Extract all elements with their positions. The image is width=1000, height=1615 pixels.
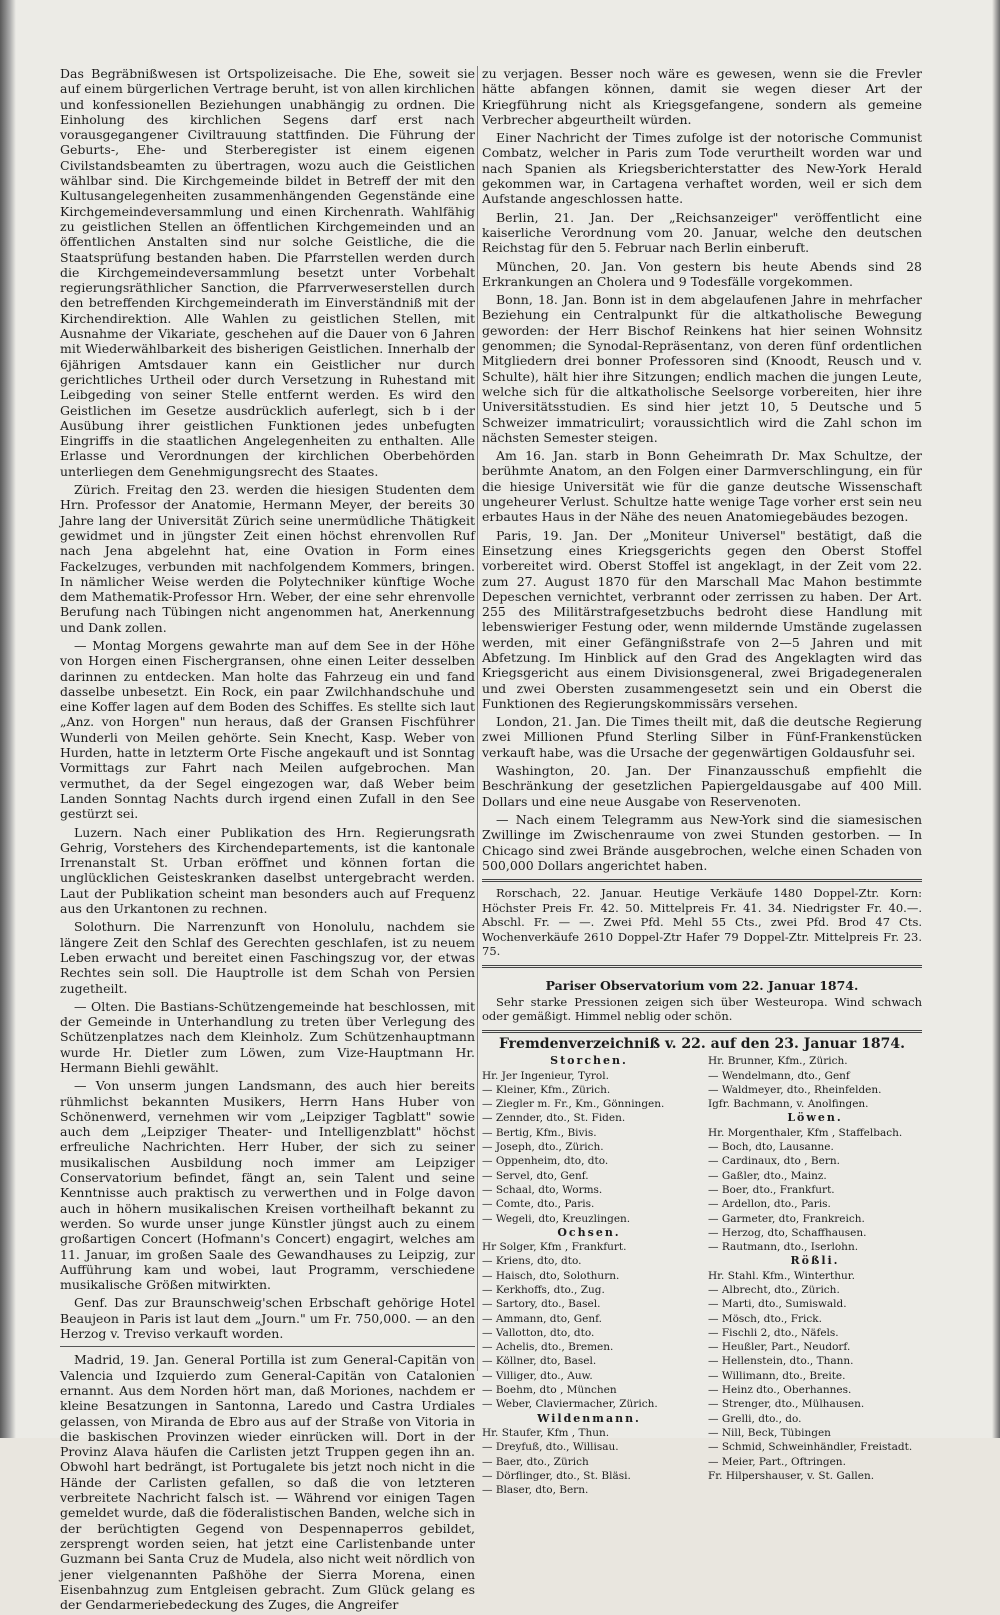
article-washington: Washington, 20. Jan. Der Finanzausschuß empfiehlt die Beschränkung der gesetzlichen Papiergeldausgabe auf 400 Mill. Dollars und eine neue Ausgabe von Reservenoten. (482, 763, 922, 809)
article-madrid: Madrid, 19. Jan. General Portilla ist zum General-Capitän von Valencia und Izquierdo zum General-Capitän von Catalonien ernannt. Aus dem Norden hört man, daß Moriones, nachdem er kleine Besatzungen in Santonna, Laredo und Castra Urdiales gelassen, von Miranda de Ebro aus auf der Straße von Vitoria in die baskischen Provinzen wieder einrücken will. Dort in der Provinz Alava häufen die Carlisten jetzt Truppen gegen ihn an. Obwohl hart bedrängt, ist Portugalete bis jetzt noch nicht in die Hände der Carlisten gefallen, so daß die von letzteren verbreitete Nachricht falsch ist. — Während vor einigen Tagen gemeldet wurde, daß die föderalistischen Banden, welche sich in der berüchtigten Gegend von Despennaperros gebildet, zersprengt worden seien, hat jetzt eine Carlistenbande unter Guzmann bei Santa Cruz de Mudela, also nicht weit nördlich von jener vielgenannten Paßhöhe der Sierra Morena, einen Eisenbahnzug zum Entgleisen gebracht. Zum Glück gelang es der Gendarmeriebedeckung des Zuges, die Angreifer (60, 1352, 475, 1613)
hotel-heading: Ochsen. (557, 1225, 621, 1239)
article-luzern: Luzern. Nach einer Publikation des Hrn. Regierungsrath Gehrig, Vorstehers des Kirchendepartements, ist die kantonale Irrenanstalt St. Urban eröffnet und können fortan die unglücklichen Geisteskranken daselbst untergebracht werden. Laut der Publikation scheint man besonders auch auf Frequenz aus den Urkantonen zu rechnen. (60, 824, 475, 917)
guest-entry: — Grelli, dto., do. (708, 1412, 802, 1425)
guest-entry: — Vallotton, dto, dto. (482, 1326, 595, 1339)
guest-entry: — Boer, dto., Frankfurt. (708, 1183, 835, 1196)
guest-entry: — Cardinaux, dto , Bern. (708, 1155, 840, 1168)
market-report: Rorschach, 22. Januar. Heutige Verkäufe 1480 Doppel-Ztr. Korn: Höchster Preis Fr. 42. 50. Mittelpreis Fr. 41. 34. Niedrigster Fr. 40.—. Abschl. Fr. — —. Zwei Pfd. Mehl 55 Cts., zwei Pfd. Brod 47 Cts. Wochenverkäufe 2610 Doppel-Ztr Hafer 79 Doppel-Ztr. Mittelpreis Fr. 23. 75. (482, 886, 922, 959)
page-edge-shadow-right (992, 0, 1000, 1438)
guest-entry: — Schmid, Schweinhändler, Freistadt. (708, 1441, 913, 1454)
guest-entry: Igfr. Bachmann, v. Anolfingen. (708, 1098, 869, 1111)
guest-register (482, 1054, 922, 1497)
guest-entry: — Marti, dto., Sumiswald. (708, 1298, 847, 1311)
guest-entry: — Ardellon, dto., Paris. (708, 1198, 831, 1211)
article-bonn: Bonn, 18. Jan. Bonn ist in dem abgelaufenen Jahre in mehrfacher Beziehung ein Centralpunkt für die altkatholische Bewegung geworden: der Herr Bischof Reinkens hat hier seinen Wohnsitz genommen; die Synodal-Repräsentanz, von deren fünf ordentlichen Mitgliedern drei bonner Professoren sind (Knoodt, Reusch und v. Schulte), hält hier ihre Sitzungen; endlich machen die jungen Leute, welche sich für die altkatholische Seelsorge vorbereiten, hier ihre Universitätsstudien. Es sind hier jetzt 10, 5 Deutsche und 5 Schweizer immatriculirt; voraussichtlich wird die Zahl schon im nächsten Semester steigen. (482, 292, 922, 445)
guest-entry: Hr. Morgenthaler, Kfm , Staffelbach. (708, 1126, 903, 1139)
guest-entry: Fr. Hilpershauser, v. St. Gallen. (708, 1469, 875, 1482)
article-paris: Paris, 19. Jan. Der „Moniteur Universel" bestätigt, daß die Einsetzung eines Kriegsgerichts gegen den Oberst Stoffel vorbereitet wird. Oberst Stoffel ist angeklagt, in der Zeit vom 22. zum 27. August 1870 für den Marschall Mac Mahon bestimmte Depeschen vernichtet, verbrannt oder zerrissen zu haben. Der Art. 255 des Militärstrafgesetzbuchs bedroht diese Handlung mit lebenswieriger Festung oder, wenn mildernde Umstände zugelassen werden, mit einer Gefängnißstrafe von 2—5 Jahren und mit Abfetzung. Im Hinblick auf den Grad des Angeklagten wird das Kriegsgericht aus einem Divisionsgeneral, zwei Brigadegeneralen und zwei Obersten zusammengesetzt sein und ein Oberst die Funktionen des Regierungskommissärs versehen. (482, 527, 922, 711)
article-zurich: Zürich. Freitag den 23. werden die hiesigen Studenten dem Hrn. Professor der Anatomie, Hermann Meyer, der bereits 30 Jahre lang der Universität Zürich seine unermüdliche Thätigkeit gewidmet und in jüngster Zeit einen höchst ehrenvollen Ruf nach Jena abgelehnt hat, eine Ovation in Form eines Fackelzuges, verbunden mit nachfolgendem Kommers, bringen. In nämlicher Weise werden die Polytechniker künftige Woche dem Mathematik-Professor Hrn. Weber, der eine sehr ehrenvolle Berufung nach Tübingen nicht angenommen hat, Anerkennung und Dank zollen. (60, 482, 475, 635)
guest-entry: — Zennder, dto., St. Fiden. (482, 1112, 626, 1125)
article-solothurn: Solothurn. Die Narrenzunft von Honolulu, nachdem sie längere Zeit den Schlaf des Gerechten geschlafen, ist zu neuem Leben erwacht und bereitet einen Faschingszug vor, der etwas Rechtes sein soll. Die Hauptrolle ist dem Schah von Persien zugetheilt. (60, 919, 475, 996)
guest-entry: — Albrecht, dto., Zürich. (708, 1283, 840, 1296)
article-times-communist: Einer Nachricht der Times zufolge ist der notorische Communist Combatz, welcher in Paris zum Tode verurtheilt worden war und nach Spanien als Kriegsberichterstatter des New-York Herald gekommen war, in Cartagena verhaftet worden, weil er sich dem Aufstande angeschlossen hatte. (482, 130, 922, 207)
article-berlin: Berlin, 21. Jan. Der „Reichsanzeiger" veröffentlicht eine kaiserliche Verordnung vom 20. Januar, welche den deutschen Reichstag für den 5. Februar nach Berlin einberuft. (482, 209, 922, 256)
hotel-heading: Wildenmann. (537, 1411, 641, 1425)
guest-entry: — Heußler, Part., Neudorf. (708, 1341, 851, 1354)
guest-entry: — Garmeter, dto, Frankreich. (708, 1212, 865, 1225)
section-divider (60, 1346, 475, 1347)
guest-entry: Hr. Stahl. Kfm., Winterthur. (708, 1269, 855, 1282)
market-divider (482, 879, 922, 882)
guest-entry: — Bertig, Kfm., Bivis. (482, 1126, 597, 1139)
left-column (60, 66, 475, 1615)
guest-entry: — Wegeli, dto, Kreuzlingen. (482, 1212, 631, 1225)
observatory-report: Sehr starke Pressionen zeigen sich über Westeuropa. Wind schwach oder gemäßigt. Himmel neblig oder schön. (482, 994, 922, 1024)
guest-entry: — Wendelmann, dto., Genf (708, 1069, 850, 1082)
guest-entry: — Kerkhoffs, dto., Zug. (482, 1283, 605, 1296)
guest-entry: — Joseph, dto., Zürich. (482, 1141, 604, 1154)
observatory-title: Pariser Observatorium vom 22. Januar 1874. (545, 977, 859, 993)
guest-entry: — Gaßler, dto., Mainz. (708, 1169, 827, 1182)
guest-entry: — Achelis, dto., Bremen. (482, 1341, 614, 1354)
guest-register-title: Fremdenverzeichniß v. 22. auf den 23. Januar 1874. (498, 1035, 905, 1052)
guest-entry: — Meier, Part., Oftringen. (708, 1455, 846, 1468)
article-munchen: München, 20. Jan. Von gestern bis heute Abends sind 28 Erkrankungen an Cholera und 9 Todesfälle vorgekommen. (482, 258, 922, 289)
guest-entry: — Heinz dto., Oberhannes. (708, 1384, 852, 1397)
guest-entry: — Ammann, dto, Genf. (482, 1312, 602, 1325)
guest-entry: — Dreyfuß, dto., Willisau. (482, 1441, 619, 1454)
guest-entry: Hr. Brunner, Kfm., Zürich. (708, 1055, 848, 1068)
guest-entry: — Schaal, dto, Worms. (482, 1183, 603, 1196)
register-divider (482, 1030, 922, 1033)
guest-entry: Hr. Staufer, Kfm , Thun. (482, 1426, 610, 1439)
guest-entry: Hr. Jer Ingenieur, Tyrol. (482, 1069, 609, 1082)
observatory-divider (482, 965, 922, 968)
guest-entry: — Herzog, dto, Schaffhausen. (708, 1226, 867, 1239)
guest-entry: — Rautmann, dto., Iserlohn. (708, 1241, 859, 1254)
guest-entry: — Willimann, dto., Breite. (708, 1369, 846, 1382)
guest-entry: — Hellenstein, dto., Thann. (708, 1355, 854, 1368)
guest-entry: — Kriens, dto, dto. (482, 1255, 582, 1268)
guest-entry: — Mösch, dto., Frick. (708, 1312, 822, 1325)
hotel-heading: Rößli. (790, 1254, 840, 1268)
guest-entry: — Weber, Claviermacher, Zürich. (482, 1398, 658, 1411)
guest-entry: — Köllner, dto, Basel. (482, 1355, 597, 1368)
article-madrid-continued: zu verjagen. Besser noch wäre es gewesen, wenn sie die Frevler hätte abfangen können, damit sie wegen dieser Art der Kriegführung nicht als Kriegsgefangene, sondern als gemeine Verbrecher abgeurtheilt würden. (482, 66, 922, 127)
article-hans-huber: — Von unserm jungen Landsmann, des auch hier bereits rühmlichst bekannten Musikers, Herrn Hans Huber von Schönenwerd, vernehmen wir vom „Leipziger Tagblatt" sowie auch dem „Leipziger Theater- und Intelligenzblatt" höchst erfreuliche Nachrichten. Herr Huber, der sich zu seiner musikalischen Ausbildung noch immer am Leipziger Conservatorium befindet, fängt an, sein Talent und seine Kenntnisse auch praktisch zu verwerthen und in Folge davon auch in höhern musikalischen Kreisen vortheilhaft bekannt zu werden. So wurde unser junge Künstler jüngst auch zu einem großartigen Concert (Hofmann's Concert) engagirt, welches am 11. Januar, im großen Saale des Gewandhauses zu Leipzig, zur Aufführung kam und wobei, laut Programm, verschiedene musikalische Größen mitwirkten. (60, 1078, 475, 1293)
guest-register-left (482, 1054, 696, 1497)
guest-entry: — Boehm, dto , München (482, 1384, 617, 1397)
article-genf: Genf. Das zur Braunschweig'schen Erbschaft gehörige Hotel Beaujeon in Paris ist laut dem „Journ." um Fr. 750,000. — an den Herzog v. Treviso verkauft worden. (60, 1295, 475, 1342)
guest-entry: — Blaser, dto, Bern. (482, 1484, 589, 1497)
article-london: London, 21. Jan. Die Times theilt mit, daß die deutsche Regierung zwei Millionen Pfund Sterling Silber in Fünf-Frankenstücken verkauft habe, was die Ursache der gegenwärtigen Goldausfuhr sei. (482, 714, 922, 760)
guest-entry: Hr Solger, Kfm , Frankfurt. (482, 1241, 627, 1254)
guest-entry: — Oppenheim, dto, dto. (482, 1155, 609, 1168)
article-horgen: — Montag Morgens gewahrte man auf dem See in der Höhe von Horgen einen Fischergransen, ohne einen Leiter desselben darinnen zu entdecken. Man holte das Fahrzeug ein und fand dasselbe unbesetzt. Ein Rock, ein paar Zwilchhandschuhe und eine Koffer lagen auf dem Boden des Schiffes. Es stellte sich laut „Anz. von Horgen" nun heraus, daß der Gransen Fischführer Wunderli von Meilen gehörte. Sein Knecht, Kasp. Weber von Hurden, hatte in letzterm Orte Fische angekauft und ist Sonntag Vormittags zur Fahrt nach Meilen aufgebrochen. Man vermuthet, da der Segel eingezogen war, daß Weber beim Landen Sonntag Nachts durch irgend einen Zufall in den See gestürzt sei. (60, 637, 475, 822)
right-column (482, 66, 922, 1497)
page-edge-shadow (0, 0, 16, 1438)
guest-entry: — Comte, dto., Paris. (482, 1198, 595, 1211)
guest-entry: — Ziegler m. Fr., Km., Gönningen. (482, 1098, 665, 1111)
guest-entry: — Sartory, dto., Basel. (482, 1298, 601, 1311)
article-new-york: — Nach einem Telegramm aus New-York sind die siamesischen Zwillinge im Zwischenraume von zwei Stunden gestorben. — In Chicago sind zwei Brände ausgebrochen, welche einen Schaden von 500,000 Dollars angerichtet haben. (482, 811, 922, 873)
guest-entry: — Servel, dto, Genf. (482, 1169, 589, 1182)
guest-register-right (708, 1054, 922, 1497)
article-olten: — Olten. Die Bastians-Schützengemeinde hat beschlossen, mit der Gemeinde in Unterhandlung zu treten über Verlegung des Schützenplatzes nach dem Kleinholz. Zum Schützenhauptmann wurde Hr. Dietler zum Löwen, zum Vize-Hauptmann Hr. Hermann Biehli gewählt. (60, 998, 475, 1075)
guest-entry: — Waldmeyer, dto., Rheinfelden. (708, 1083, 882, 1096)
guest-entry: — Haisch, dto, Solothurn. (482, 1269, 620, 1282)
hotel-heading: Storchen. (550, 1054, 628, 1068)
guest-entry: — Baer, dto., Zürich (482, 1455, 589, 1468)
guest-entry: — Boch, dto, Lausanne. (708, 1141, 834, 1154)
article-bonn-schultze: Am 16. Jan. starb in Bonn Geheimrath Dr. Max Schultze, der berühmte Anatom, an den Folgen einer Darmverschlingung, ein für die hiesige Universität wie für die ganze deutsche Wissenschaft ungeheurer Verlust. Schultze hatte wenige Tage vorher erst sein neu erbautes Haus in der Nähe des neuen Anatomiegebäudes bezogen. (482, 448, 922, 525)
guest-entry: — Nill, Beck, Tübingen (708, 1426, 831, 1439)
guest-entry: — Fischli 2, dto., Näfels. (708, 1326, 839, 1339)
guest-entry: — Villiger, dto., Auw. (482, 1369, 593, 1382)
column-divider (477, 66, 478, 1371)
guest-entry: — Kleiner, Kfm., Zürich. (482, 1083, 611, 1096)
hotel-heading: Löwen. (787, 1111, 843, 1125)
guest-entry: — Strenger, dto., Mülhausen. (708, 1398, 865, 1411)
article-kirchengesetz: Das Begräbnißwesen ist Ortspolizeisache. Die Ehe, soweit sie auf einem bürgerlichen Vertrage beruht, ist von allen kirchlichen und konfessionellen Beziehungen unabhängig zu ordnen. Die Einholung des kirchlichen Segens darf erst nach vorausgegangener Civiltrauung stattfinden. Die Führung der Geburts-, Ehe- und Sterberegister ist einem eigenen Civilstandsbeamten zu übertragen, wozu auch die Geistlichen wählbar sind. Die Kirchgemeinde bildet in Betreff der mit den Kultusangelegenheiten zusammenhängenden Gegenstände eine Kirchgemeindeversammlung und einen Kirchenrath. Wahlfähig zu geistlichen Stellen an öffentlichen Kirchgemeinden und an öffentlichen Anstalten sind nur solche Geistliche, die die Staatsprüfung bestanden haben. Die Pfarrstellen werden durch die Kirchgemeindeversammlung besetzt unter Vorbehalt regierungsräthlicher Sanction, die Pfarrverweserstellen durch den betreffenden Kirchgemeinderath im Einverständniß mit der Kirchendirektion. Alle Wahlen zu geistlichen Stellen, mit Ausnahme der Vikariate, geschehen auf die Dauer von 6 Jahren mit Wiederwählbarkeit des bisherigen Geistlichen. Innerhalb der 6jährigen Amtsdauer kann ein Geistlicher nur durch gerichtliches Urtheil oder durch Versetzung in Ruhestand mit Leibgeding von seiner Stelle entfernt werden. Es wird den Geistlichen im Gesetze ausdrücklich auferlegt, sich b i der Ausübung ihrer geistlichen Funktionen jedes unbefugten Eingriffs in die staatlichen Angelegenheiten zu enthalten. Alle Erlasse und Verordnungen der kirchlichen Oberbehörden unterliegen dem Genehmigungsrecht des Staates. (60, 66, 475, 479)
guest-entry: — Dörflinger, dto., St. Bläsi. (482, 1469, 631, 1482)
